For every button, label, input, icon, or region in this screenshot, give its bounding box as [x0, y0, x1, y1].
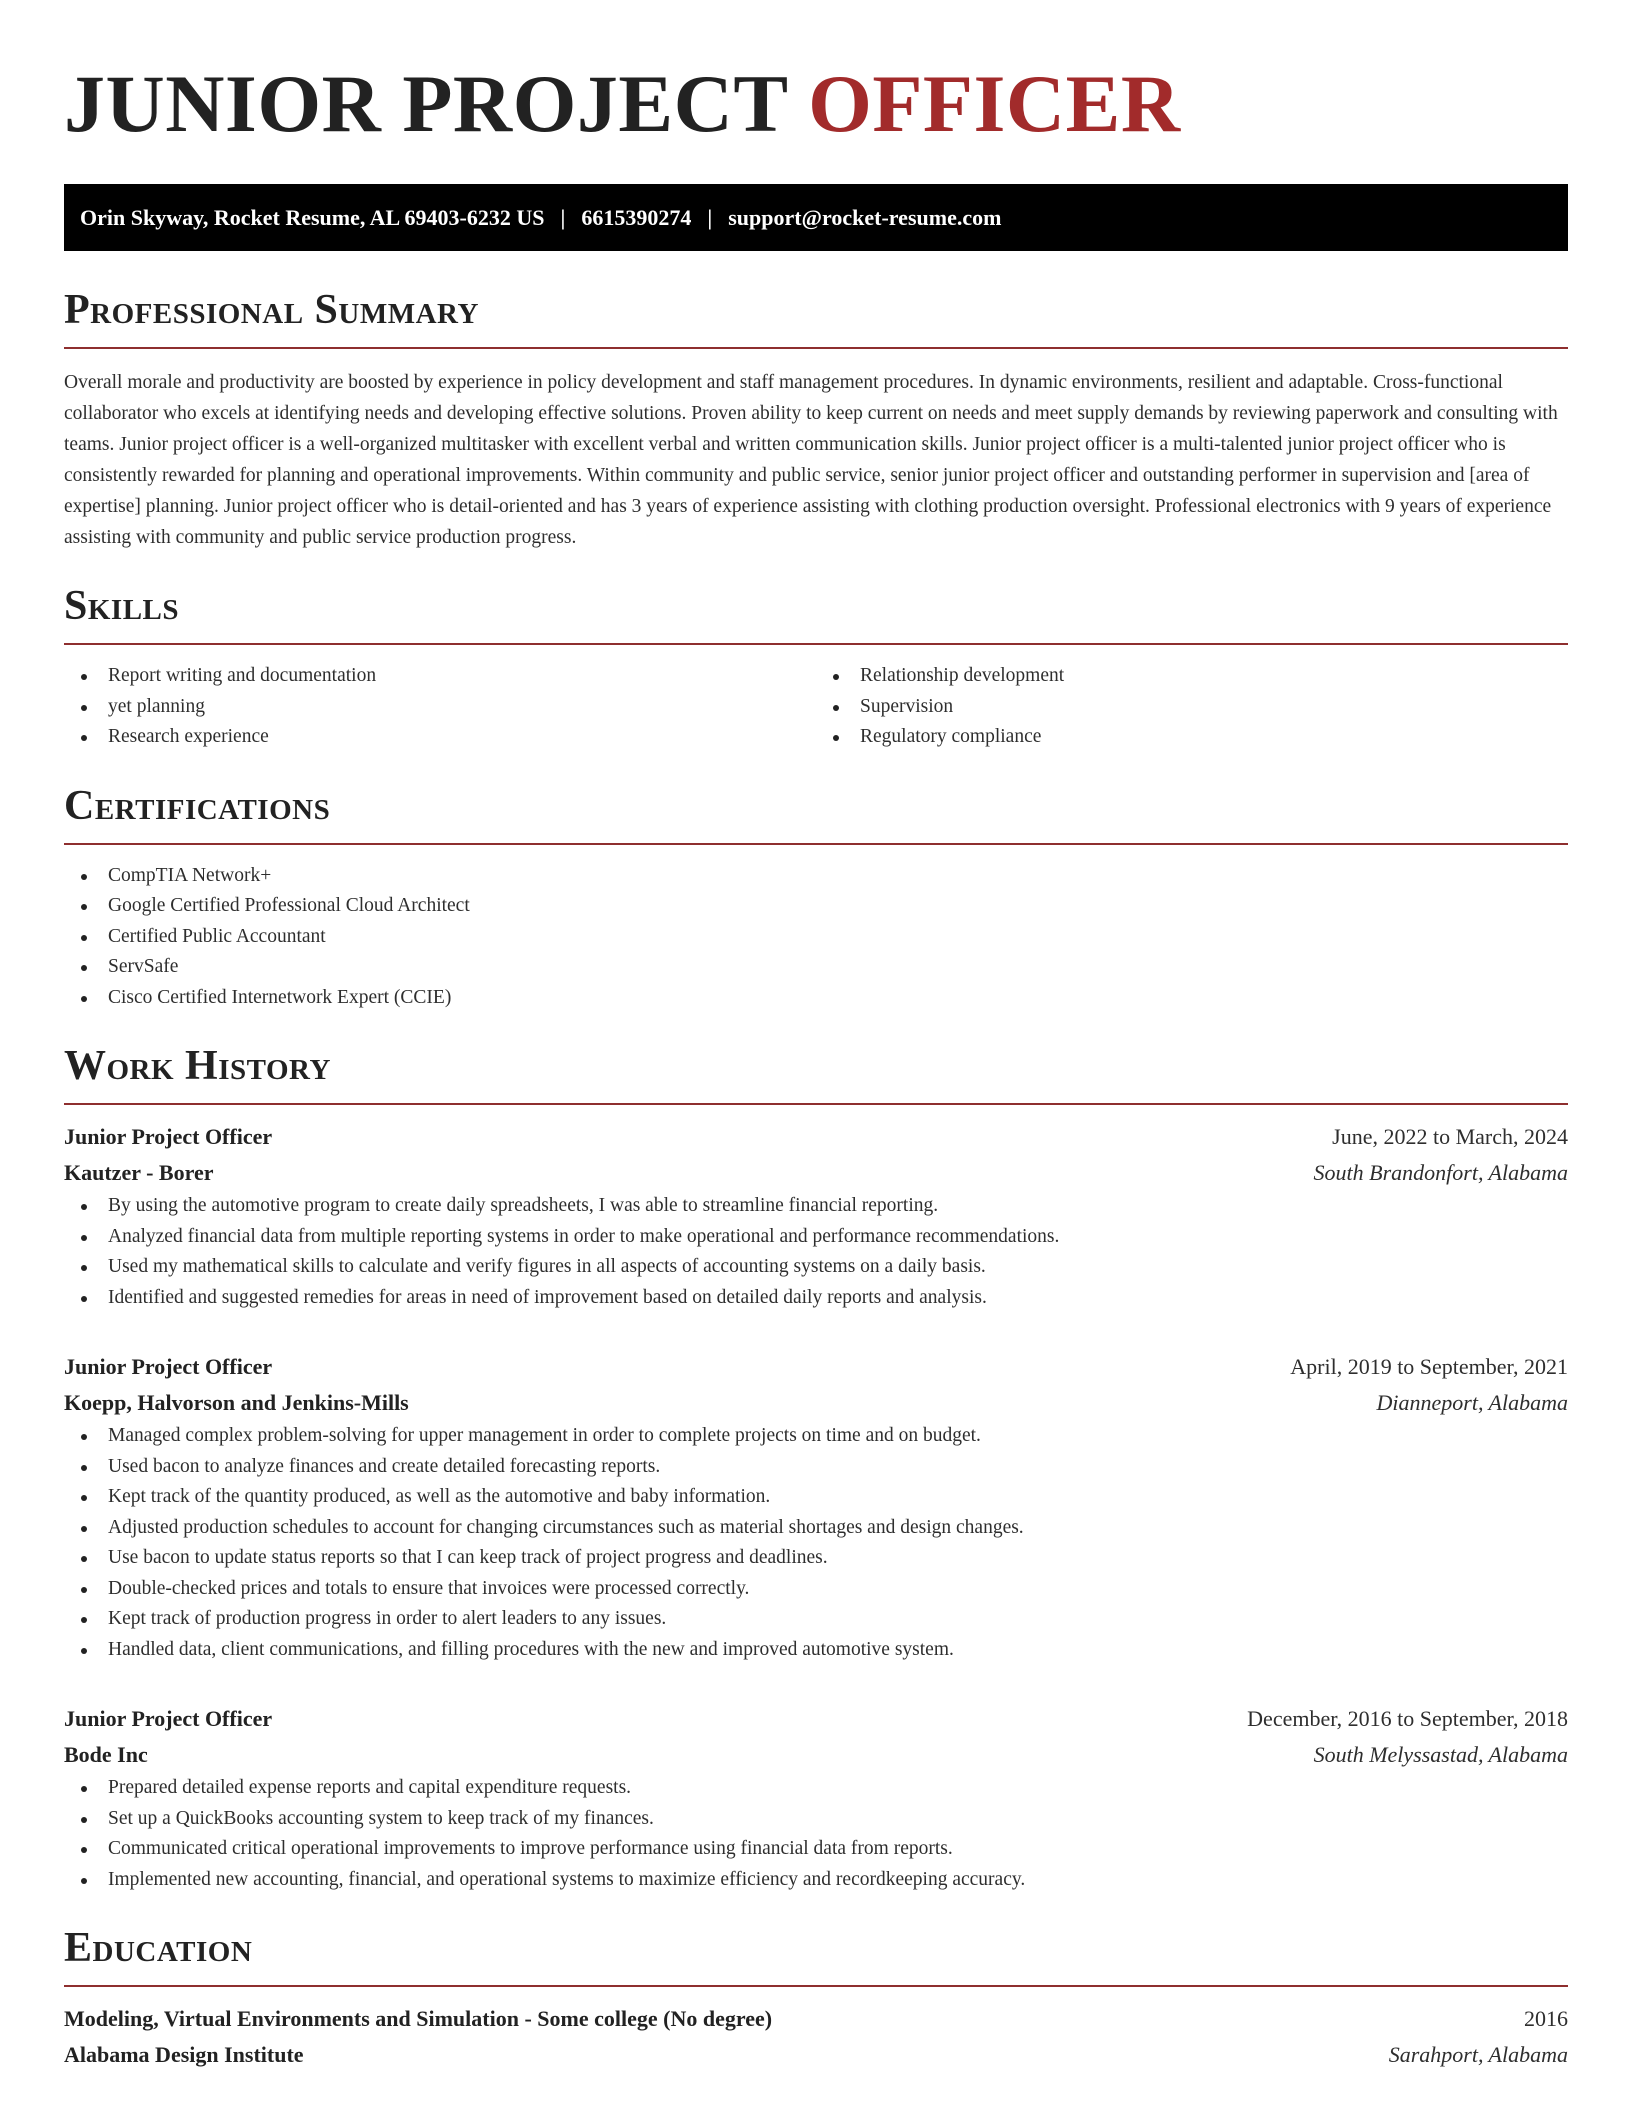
page-title — [64, 0, 1568, 150]
certification-item: Certified Public Accountant — [64, 922, 1568, 953]
job-duty-item: Communicated critical operational improvements to improve performance using financial data from reports. — [64, 1834, 1568, 1865]
job-duty-item: Double-checked prices and totals to ensure that invoices were processed correctly. — [64, 1574, 1568, 1605]
job-location: Dianneport, Alabama — [1376, 1390, 1568, 1415]
certifications-list — [64, 861, 1568, 1014]
contact-phone: 6615390274 — [581, 204, 692, 230]
certification-item: ServSafe — [64, 952, 1568, 983]
job-duties-list — [64, 1191, 1568, 1313]
section-divider — [64, 843, 1568, 845]
job-dates: April, 2019 to September, 2021 — [1290, 1354, 1568, 1379]
job-duty-item: Handled data, client communications, and filling procedures with the new and improved automotive system. — [64, 1635, 1568, 1666]
skill-item: Research experience — [64, 722, 816, 753]
section-divider — [64, 643, 1568, 645]
skill-item: Supervision — [816, 692, 1568, 723]
certifications-section — [64, 781, 1568, 1014]
job-duty-item: Set up a QuickBooks accounting system to keep track of my finances. — [64, 1804, 1568, 1835]
job-duty-item: Implemented new accounting, financial, and operational systems to maximize efficiency and recordkeeping accuracy. — [64, 1865, 1568, 1896]
contact-separator: | — [707, 204, 713, 230]
job-entry — [64, 1119, 1568, 1313]
skill-item: Report writing and documentation — [64, 661, 816, 692]
education-entry — [64, 2001, 1568, 2073]
job-duty-item: Prepared detailed expense reports and capital expenditure requests. — [64, 1773, 1568, 1804]
section-divider — [64, 1985, 1568, 1987]
skills-grid — [64, 661, 1568, 753]
job-duty-item: Identified and suggested remedies for areas in need of improvement based on detailed daily reports and analysis. — [64, 1283, 1568, 1314]
skills-column-left — [64, 661, 816, 753]
job-duty-item: Managed complex problem-solving for upper management in order to complete projects on time and on budget. — [64, 1421, 1568, 1452]
job-duty-item: Analyzed financial data from multiple reporting systems in order to make operational and performance recommendations. — [64, 1222, 1568, 1253]
skill-item: Regulatory compliance — [816, 722, 1568, 753]
job-duty-item: Used my mathematical skills to calculate and verify figures in all aspects of accounting systems on a daily basis. — [64, 1252, 1568, 1283]
skill-item: yet planning — [64, 692, 816, 723]
section-heading-skills: Skills — [64, 583, 180, 629]
section-heading-work-history: Work History — [64, 1043, 331, 1089]
job-duties-list — [64, 1421, 1568, 1665]
job-duty-item: Used bacon to analyze finances and create detailed forecasting reports. — [64, 1452, 1568, 1483]
education-school: Alabama Design Institute — [64, 2042, 304, 2067]
contact-email: support@rocket-resume.com — [728, 204, 1002, 230]
summary-section — [64, 285, 1568, 553]
skill-item: Relationship development — [816, 661, 1568, 692]
section-divider — [64, 1103, 1568, 1105]
certification-item: Google Certified Professional Cloud Architect — [64, 891, 1568, 922]
education-location: Sarahport, Alabama — [1388, 2042, 1568, 2067]
contact-separator: | — [560, 204, 566, 230]
job-location: South Melyssastad, Alabama — [1313, 1742, 1568, 1767]
certification-item: Cisco Certified Internetwork Expert (CCIE) — [64, 983, 1568, 1014]
education-section — [64, 1923, 1568, 2073]
section-heading-summary: Professional Summary — [64, 287, 479, 333]
job-dates: June, 2022 to March, 2024 — [1332, 1124, 1568, 1149]
job-entry — [64, 1349, 1568, 1665]
title-accent: OFFICER — [808, 58, 1181, 149]
contact-address: Orin Skyway, Rocket Resume, AL 69403-6232 US — [80, 204, 545, 230]
section-divider — [64, 347, 1568, 349]
work-history-section — [64, 1041, 1568, 1895]
job-company: Kautzer - Borer — [64, 1160, 214, 1185]
job-duty-item: Adjusted production schedules to account for changing circumstances such as material shortages and design changes. — [64, 1513, 1568, 1544]
job-duty-item: By using the automotive program to create daily spreadsheets, I was able to streamline financial reporting. — [64, 1191, 1568, 1222]
job-dates: December, 2016 to September, 2018 — [1247, 1706, 1568, 1731]
skills-column-right — [816, 661, 1568, 753]
section-heading-certifications: Certifications — [64, 782, 331, 829]
job-title: Junior Project Officer — [64, 1124, 273, 1149]
job-duty-item: Kept track of production progress in order to alert leaders to any issues. — [64, 1604, 1568, 1635]
contact-bar — [64, 184, 1568, 251]
section-heading-education: Education — [64, 1925, 253, 1971]
summary-text: Overall morale and productivity are boosted by experience in policy development and staff management procedures. In dynamic environments, resilient and adaptable. Cross-functional collaborator who excels at identifying needs and developing effective solutions. Proven ability to keep current on needs and meet supply demands by reviewing paperwork and consulting with teams. Junior project officer is a well-organized multitasker with excellent verbal and written communication skills. Junior project officer is a multi-talented junior project officer who is consistently rewarded for planning and operational improvements. Within community and public service, senior junior project officer and outstanding performer in supervision and [area of expertise] planning. Junior project officer who is detail-oriented and has 3 years of experience assisting with clothing production oversight. Professional electronics with 9 years of experience assisting with community and public service production progress. — [64, 372, 1558, 548]
job-location: South Brandonfort, Alabama — [1313, 1160, 1568, 1185]
job-company: Bode Inc — [64, 1742, 148, 1767]
education-degree: Modeling, Virtual Environments and Simulation - Some college (No degree) — [64, 2006, 773, 2031]
job-entry — [64, 1701, 1568, 1895]
job-company: Koepp, Halvorson and Jenkins-Mills — [64, 1390, 409, 1415]
education-year: 2016 — [1524, 2006, 1568, 2031]
skills-section — [64, 581, 1568, 753]
job-duties-list — [64, 1773, 1568, 1895]
job-duty-item: Kept track of the quantity produced, as well as the automotive and baby information. — [64, 1482, 1568, 1513]
job-duty-item: Use bacon to update status reports so that I can keep track of project progress and deadlines. — [64, 1543, 1568, 1574]
job-title: Junior Project Officer — [64, 1354, 273, 1379]
certification-item: CompTIA Network+ — [64, 861, 1568, 892]
job-title: Junior Project Officer — [64, 1706, 273, 1731]
title-main: JUNIOR PROJECT — [64, 58, 788, 149]
